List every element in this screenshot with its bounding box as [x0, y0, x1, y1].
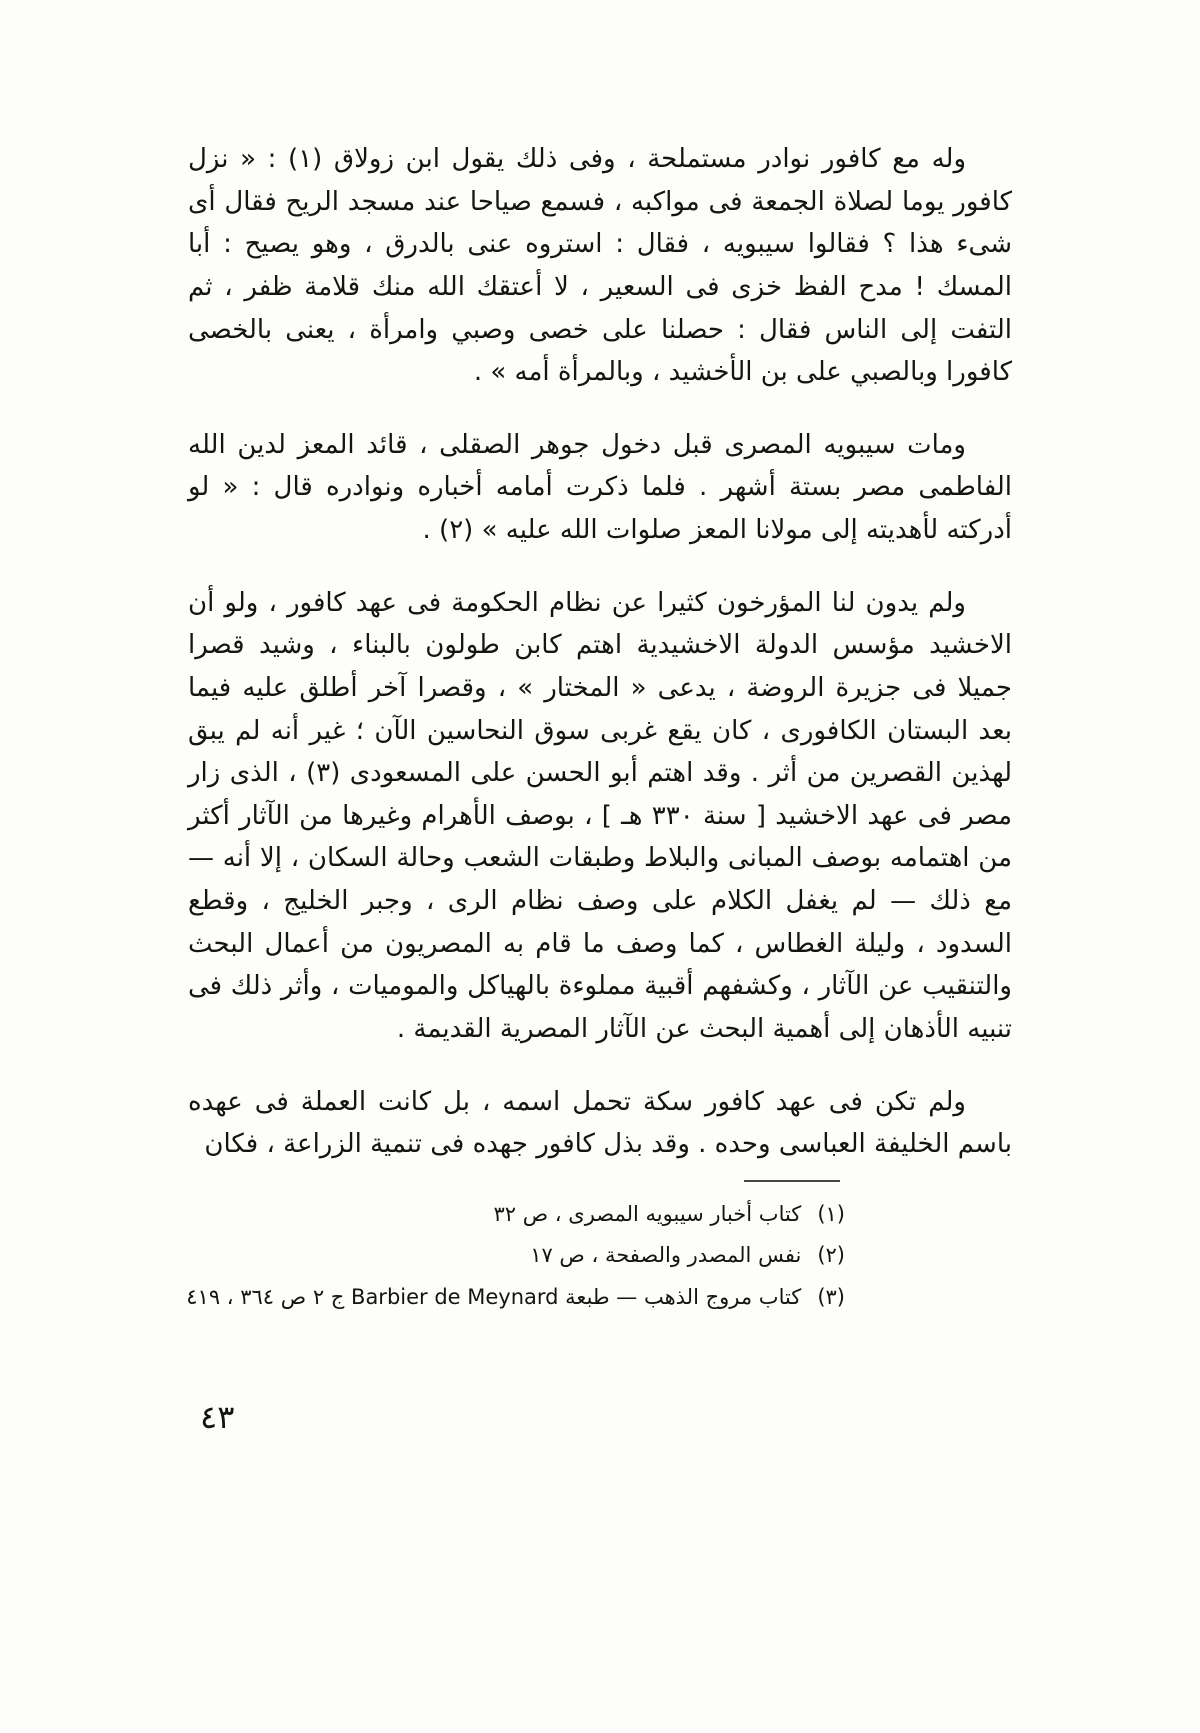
- footnote-text: كتاب مروج الذهب — طبعة Barbier de Meynard ج ٢ ص ٣٦٤ ، ٤١٩: [186, 1284, 802, 1309]
- footnote-label: (٣): [817, 1284, 845, 1309]
- footnote-text: نفس المصدر والصفحة ، ص ١٧: [530, 1243, 802, 1268]
- footnote-label: (٢): [817, 1243, 845, 1268]
- footnote: [150, 1198, 845, 1231]
- footnote-label: (١): [817, 1201, 845, 1226]
- paragraph: ولم تكن فى عهد كافور سكة تحمل اسمه ، بل كانت العملة فى عهده باسم الخليفة العباسى وحده . وقد بذل كافور جهده فى تنمية الزراعة ، فكان: [188, 1086, 1012, 1160]
- paragraph: ومات سيبويه المصرى قبل دخول جوهر الصقلى ، قائد المعز لدين الله الفاطمى مصر بستة أشهر . فلما ذكرت أمامه أخباره ونوادره قال : « لو أدركته لأهديته إلى مولانا المعز صلوات الله عليه » (٢) .: [188, 429, 1012, 545]
- footnote-separator: [744, 1180, 840, 1182]
- footnote: [150, 1281, 845, 1314]
- page-number: ٤٣: [200, 1398, 235, 1436]
- footnotes: [0, 1198, 1200, 1314]
- footnote: [150, 1239, 845, 1272]
- paragraph: ولم يدون لنا المؤرخون كثيرا عن نظام الحكومة فى عهد كافور ، ولو أن الاخشيد مؤسس الدولة الاخشيدية اهتم كابن طولون بالبناء ، وشيد قصرا جميلا فى جزيرة الروضة ، يدعى « المختار » ، وقصرا آخر أطلق عليه فيما بعد البستان الكافورى ، كان يقع غربى سوق النحاسين الآن ؛ غير أنه لم يبق لهذين القصرين من أثر . وقد اهتم أبو الحسن على المسعودى (٣) ، الذى زار مصر فى عهد الاخشيد [ سنة ٣٣٠ هـ ] ، بوصف الأهرام وغيرها من الآثار أكثر من اهتمامه بوصف المبانى والبلاط وطبقات الشعب وحالة السكان ، إلا أنه — مع ذلك — لم يغفل الكلام على وصف نظام الرى ، وجبر الخليج ، وقطع السدود ، وليلة الغطاس ، كما وصف ما قام به المصريون من أعمال البحث والتنقيب عن الآثار ، وكشفهم أقبية مملوءة بالهياكل والموميات ، وأثر ذلك فى تنبيه الأذهان إلى أهمية البحث عن الآثار المصرية القديمة .: [188, 587, 1012, 1044]
- paragraph: وله مع كافور نوادر مستملحة ، وفى ذلك يقول ابن زولاق (١) : « نزل كافور يوما لصلاة الجمعة فى مواكبه ، فسمع صياحا عند مسجد الريح فقال أى شىء هذا ؟ فقالوا سيبويه ، فقال : استروه عنى بالدرق ، وهو يصيح : أبا المسك ! مدح الفظ خزى فى السعير ، لا أعتقك الله منك قلامة ظفر ، ثم التفت إلى الناس فقال : حصلنا على خصى وصبي وامرأة ، يعنى بالخصى كافورا وبالصبي على بن الأخشيد ، وبالمرأة أمه » .: [188, 144, 1012, 388]
- footnote-text: كتاب أخبار سيبويه المصرى ، ص ٣٢: [493, 1201, 802, 1226]
